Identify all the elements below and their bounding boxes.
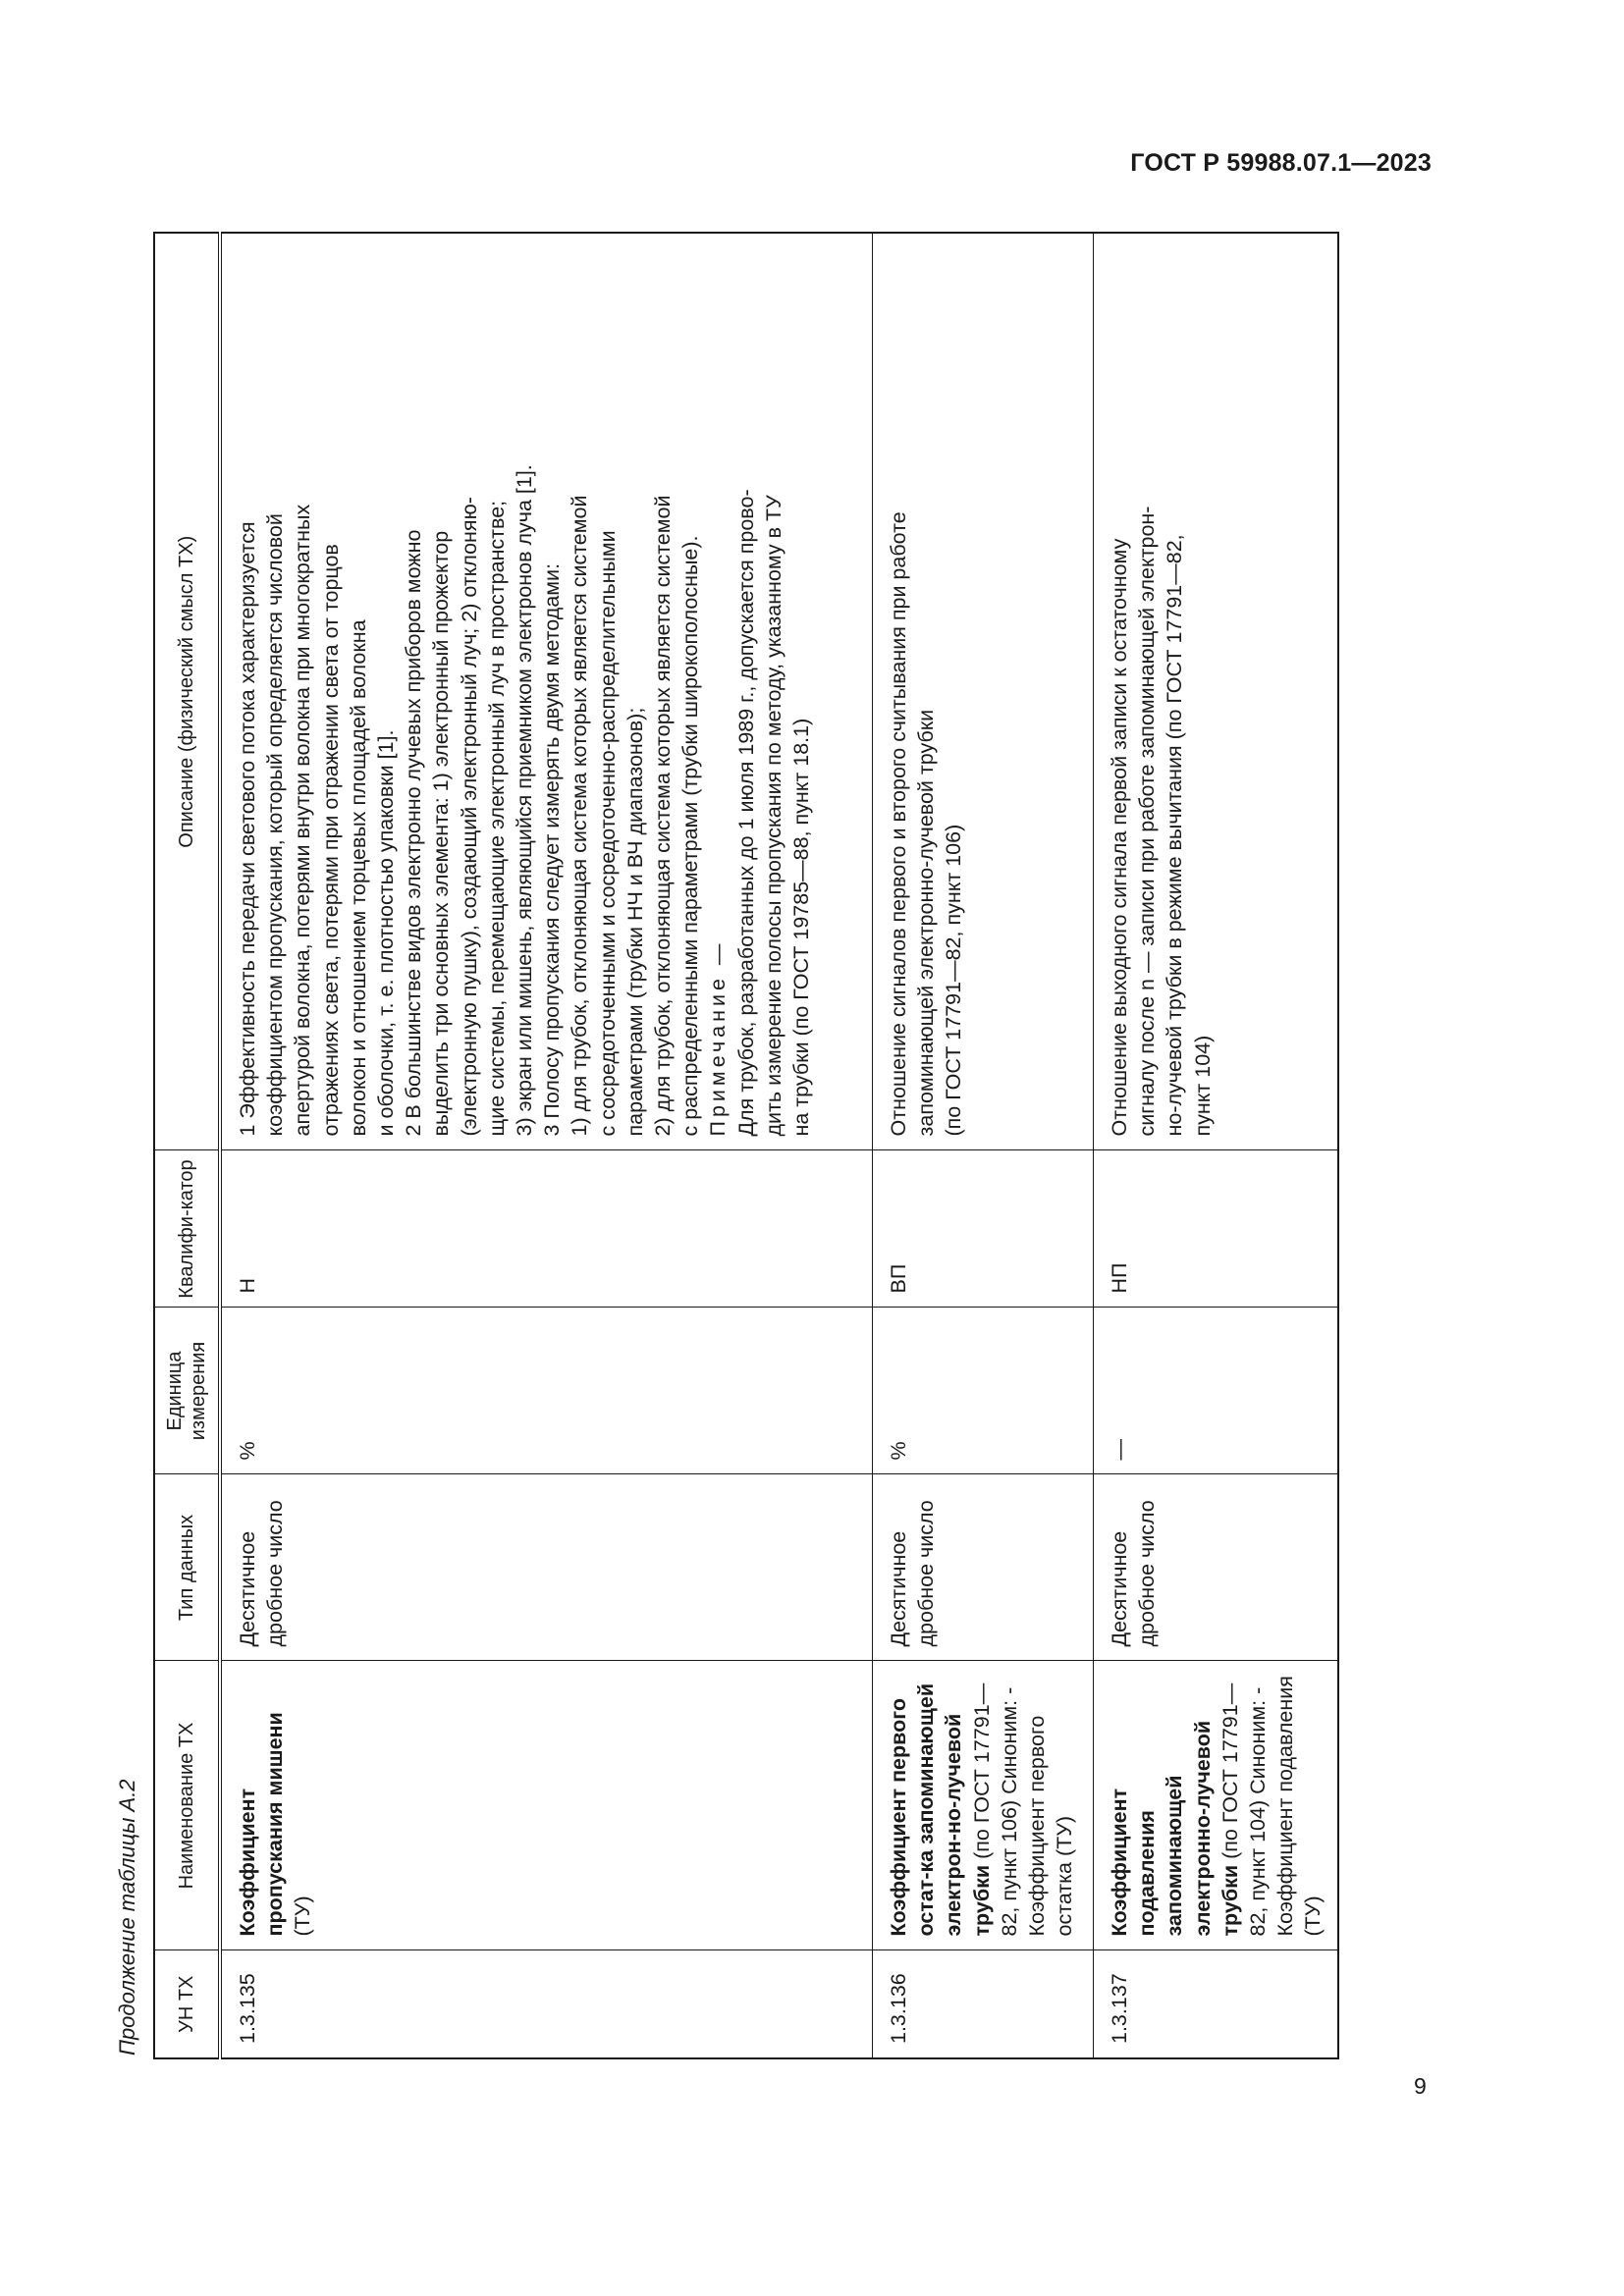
column-header-description: Описание (физический смысл ТХ) bbox=[154, 233, 220, 1150]
tx-name-bold: Коэффициент первого остат-ка запоминающей электрон-но-лучевой трубки bbox=[887, 1682, 994, 1937]
characteristics-table bbox=[153, 232, 1339, 2059]
cell-unit: % bbox=[873, 1308, 1094, 1474]
cell-type: Десятичное дробное число bbox=[220, 1474, 873, 1661]
column-header-id: УН ТХ bbox=[154, 1950, 220, 2058]
description-line: Отношение выходного сигнала первой записи к остаточному bbox=[1108, 538, 1131, 1137]
cell-qualifier: ВП bbox=[873, 1150, 1094, 1308]
description-line: волокон и отношением торцевых площадей волокна bbox=[346, 619, 370, 1137]
description-line: параметрами (трубки НЧ и ВЧ диапазонов); bbox=[623, 707, 647, 1137]
tx-name-rest: (по ГОСТ 17791—82, пункт 106) Синоним: - Коэффициент первого остатка (ТУ) bbox=[969, 1682, 1077, 1937]
table-row bbox=[873, 233, 1094, 2058]
column-header-unit: Единица измерения bbox=[154, 1308, 220, 1474]
description-line: коэффициентом пропускания, который определяется числовой bbox=[263, 513, 288, 1137]
description-line: но-лучевой трубки в режиме вычитания (по ГОСТ 17791—82, bbox=[1163, 534, 1187, 1137]
cell-description bbox=[1094, 233, 1338, 1150]
description-line: апертурой волокна, потерями внутри волокна при многократных bbox=[291, 504, 315, 1137]
description-line: 1) для трубок, отклоняющая система которых является системой bbox=[568, 495, 592, 1137]
tx-name-rest: (ТУ) bbox=[291, 1896, 315, 1937]
description-line: 3 Полосу пропускания следует измерять двумя методами: bbox=[540, 562, 565, 1137]
cell-name bbox=[1094, 1661, 1338, 1950]
table-caption: Продолжение таблицы А.2 bbox=[115, 1779, 139, 2056]
description-line: дить измерение полосы пропускания по методу, указанному в ТУ bbox=[761, 495, 785, 1137]
description-line: Для трубок, разработанных до 1 июля 1989 г., допускается прово- bbox=[733, 489, 758, 1137]
description-line: (электронную пушку), создающий электронный луч; 2) отклоняю- bbox=[457, 497, 481, 1137]
description-line: (по ГОСТ 17791—82, пункт 106) bbox=[942, 824, 966, 1137]
description-line: на трубки (по ГОСТ 19785—88, пункт 18.1) bbox=[789, 718, 814, 1137]
tx-name-bold: Коэффициент пропускания мишени bbox=[236, 1712, 288, 1937]
tx-name-bold: Коэффициент подавления запоминающей электронно-лучевой трубки bbox=[1108, 1720, 1242, 1937]
table-row bbox=[220, 233, 873, 2058]
description-line: 2 В большинстве видов электронно лучевых приборов можно bbox=[402, 529, 426, 1137]
cell-description bbox=[220, 233, 873, 1150]
cell-unit: % bbox=[220, 1308, 873, 1474]
cell-id: 1.3.137 bbox=[1094, 1950, 1338, 2058]
description-line: запоминающей электронно-лучевой трубки bbox=[914, 709, 939, 1137]
description-line: с распределенными параметрами (трубки широкополосные). bbox=[678, 535, 703, 1137]
cell-unit: — bbox=[1094, 1308, 1338, 1474]
cell-name bbox=[220, 1661, 873, 1950]
description-line: отражениях света, потерями при отражении света от торцов bbox=[318, 544, 343, 1137]
description-line: 2) для трубок, отклоняющая система которых является системой bbox=[651, 495, 676, 1137]
cell-type: Десятичное дробное число bbox=[1094, 1474, 1338, 1661]
cell-name bbox=[873, 1661, 1094, 1950]
tx-name-rest: (по ГОСТ 17791—82, пункт 104) Синоним: - Коэффициент подавления (ТУ) bbox=[1218, 1676, 1326, 1937]
column-header-qualifier: Квалифи-катор bbox=[154, 1150, 220, 1308]
page-number: 9 bbox=[1414, 2073, 1427, 2099]
cell-id: 1.3.135 bbox=[220, 1950, 873, 2058]
cell-description bbox=[873, 233, 1094, 1150]
description-line: и оболочки, т. е. плотностью упаковки [1]. bbox=[374, 729, 399, 1137]
document-code: ГОСТ Р 59988.07.1—2023 bbox=[1130, 149, 1432, 177]
cell-qualifier: НП bbox=[1094, 1150, 1338, 1308]
description-line: 1 Эффективность передачи светового потока характеризуется bbox=[236, 521, 259, 1137]
column-header-name: Наименование ТХ bbox=[154, 1661, 220, 1950]
description-line: 3) экран или мишень, являющийся приемником электронов луча [1]. bbox=[513, 464, 537, 1137]
rotated-table-block bbox=[108, 234, 1326, 2059]
description-line: щие системы, перемещающие электронный луч в пространстве; bbox=[484, 500, 509, 1137]
cell-type: Десятичное дробное число bbox=[873, 1474, 1094, 1661]
description-line: выделить три основных элемента: 1) электронный прожектор bbox=[429, 530, 454, 1137]
table-row bbox=[1094, 233, 1338, 2058]
description-line: сигналу после n — записи при работе запоминающей электрон- bbox=[1135, 506, 1160, 1137]
cell-qualifier: Н bbox=[220, 1150, 873, 1308]
cell-id: 1.3.136 bbox=[873, 1950, 1094, 2058]
note-label: Примечание — bbox=[706, 939, 731, 1137]
column-header-type: Тип данных bbox=[154, 1474, 220, 1661]
table-header-row bbox=[154, 233, 220, 2058]
description-line: с сосредоточенными и сосредоточенно-распределительными bbox=[595, 530, 620, 1137]
description-line: Отношение сигналов первого и второго считывания при работе bbox=[887, 511, 910, 1137]
description-line: пункт 104) bbox=[1190, 1035, 1215, 1137]
